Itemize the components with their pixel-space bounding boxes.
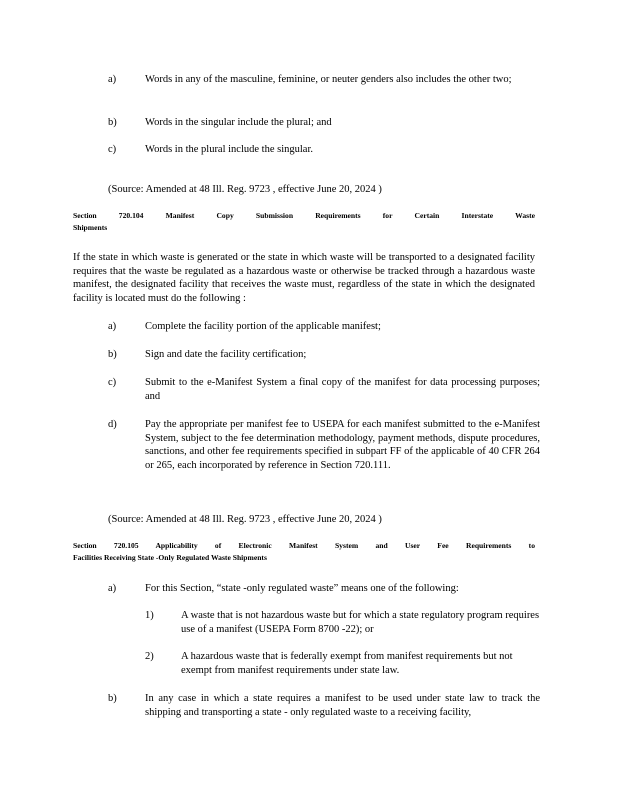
section-heading-line: Facilities Receiving State -Only Regulated Waste Shipments bbox=[73, 553, 267, 562]
list-item bbox=[108, 348, 540, 362]
item-text: Words in any of the masculine, feminine, or neuter genders also includes the other two; bbox=[145, 74, 512, 85]
list-item bbox=[108, 116, 540, 130]
section-heading bbox=[73, 540, 535, 564]
item-label: c) bbox=[108, 377, 117, 388]
list-item bbox=[108, 418, 540, 472]
item-text: Pay the appropriate per manifest fee to USEPA for each manifest submitted to the e-Manifest System, subject to the fee determination methodology, payment methods, dispute procedures, sanctions, and other fee requirements specified in subpart FF of the applicable of 40 CFR 264 or 265, each incorporated by reference in Section 720.111. bbox=[145, 419, 540, 471]
section-heading-line: Section 720.104 Manifest Copy Submission Requirements for Certain Interstate Waste bbox=[73, 211, 535, 220]
item-text: In any case in which a state requires a manifest to be used under state law to track the shipping and transporting a state - only regulated waste to a receiving facility, bbox=[145, 693, 540, 718]
section-heading-line: Shipments bbox=[73, 223, 108, 232]
list-item bbox=[108, 320, 540, 334]
item-text: Words in the plural include the singular. bbox=[145, 144, 313, 155]
list-item bbox=[108, 143, 540, 157]
item-label: b) bbox=[108, 349, 117, 360]
item-text: Sign and date the facility certification; bbox=[145, 349, 307, 360]
section-heading bbox=[73, 210, 535, 234]
item-label: c) bbox=[108, 144, 117, 155]
item-label: b) bbox=[108, 693, 117, 704]
source-note: (Source: Amended at 48 Ill. Reg. 9723 , effective June 20, 2024 ) bbox=[108, 514, 382, 525]
item-label: a) bbox=[108, 321, 117, 332]
list-item bbox=[108, 376, 540, 403]
item-label: a) bbox=[108, 583, 117, 594]
item-text: Complete the facility portion of the applicable manifest; bbox=[145, 321, 381, 332]
source-note: (Source: Amended at 48 Ill. Reg. 9723 , effective June 20, 2024 ) bbox=[108, 184, 382, 195]
item-label: 2) bbox=[145, 651, 154, 662]
item-text: A hazardous waste that is federally exempt from manifest requirements but not exempt from manifest requirements under state law. bbox=[181, 651, 513, 676]
list-item bbox=[108, 73, 540, 87]
item-label: 1) bbox=[145, 610, 154, 621]
sub-list-item bbox=[145, 609, 540, 636]
list-item bbox=[108, 692, 540, 719]
list-item bbox=[108, 582, 540, 596]
item-label: d) bbox=[108, 419, 117, 430]
section-intro: If the state in which waste is generated or the state in which waste will be transported to a designated facility requires that the waste be regulated as a hazardous waste or otherwise be tracked through a hazardous waste manifest, the designated facility that receives the waste must, regardless of the state in which the designated facility is located must do the following : bbox=[73, 252, 535, 304]
item-text: Words in the singular include the plural; and bbox=[145, 117, 332, 128]
item-text: Submit to the e-Manifest System a final copy of the manifest for data processing purposes; and bbox=[145, 377, 540, 402]
item-text: For this Section, “state -only regulated waste” means one of the following: bbox=[145, 583, 459, 594]
item-text: A waste that is not hazardous waste but for which a state regulatory program requires use of a manifest (USEPA Form 8700 -22); or bbox=[181, 610, 540, 635]
section-heading-line: Section 720.105 Applicability of Electronic Manifest System and User Fee Requirements to bbox=[73, 541, 535, 550]
item-label: b) bbox=[108, 117, 117, 128]
sub-list-item bbox=[145, 650, 540, 677]
item-label: a) bbox=[108, 74, 117, 85]
